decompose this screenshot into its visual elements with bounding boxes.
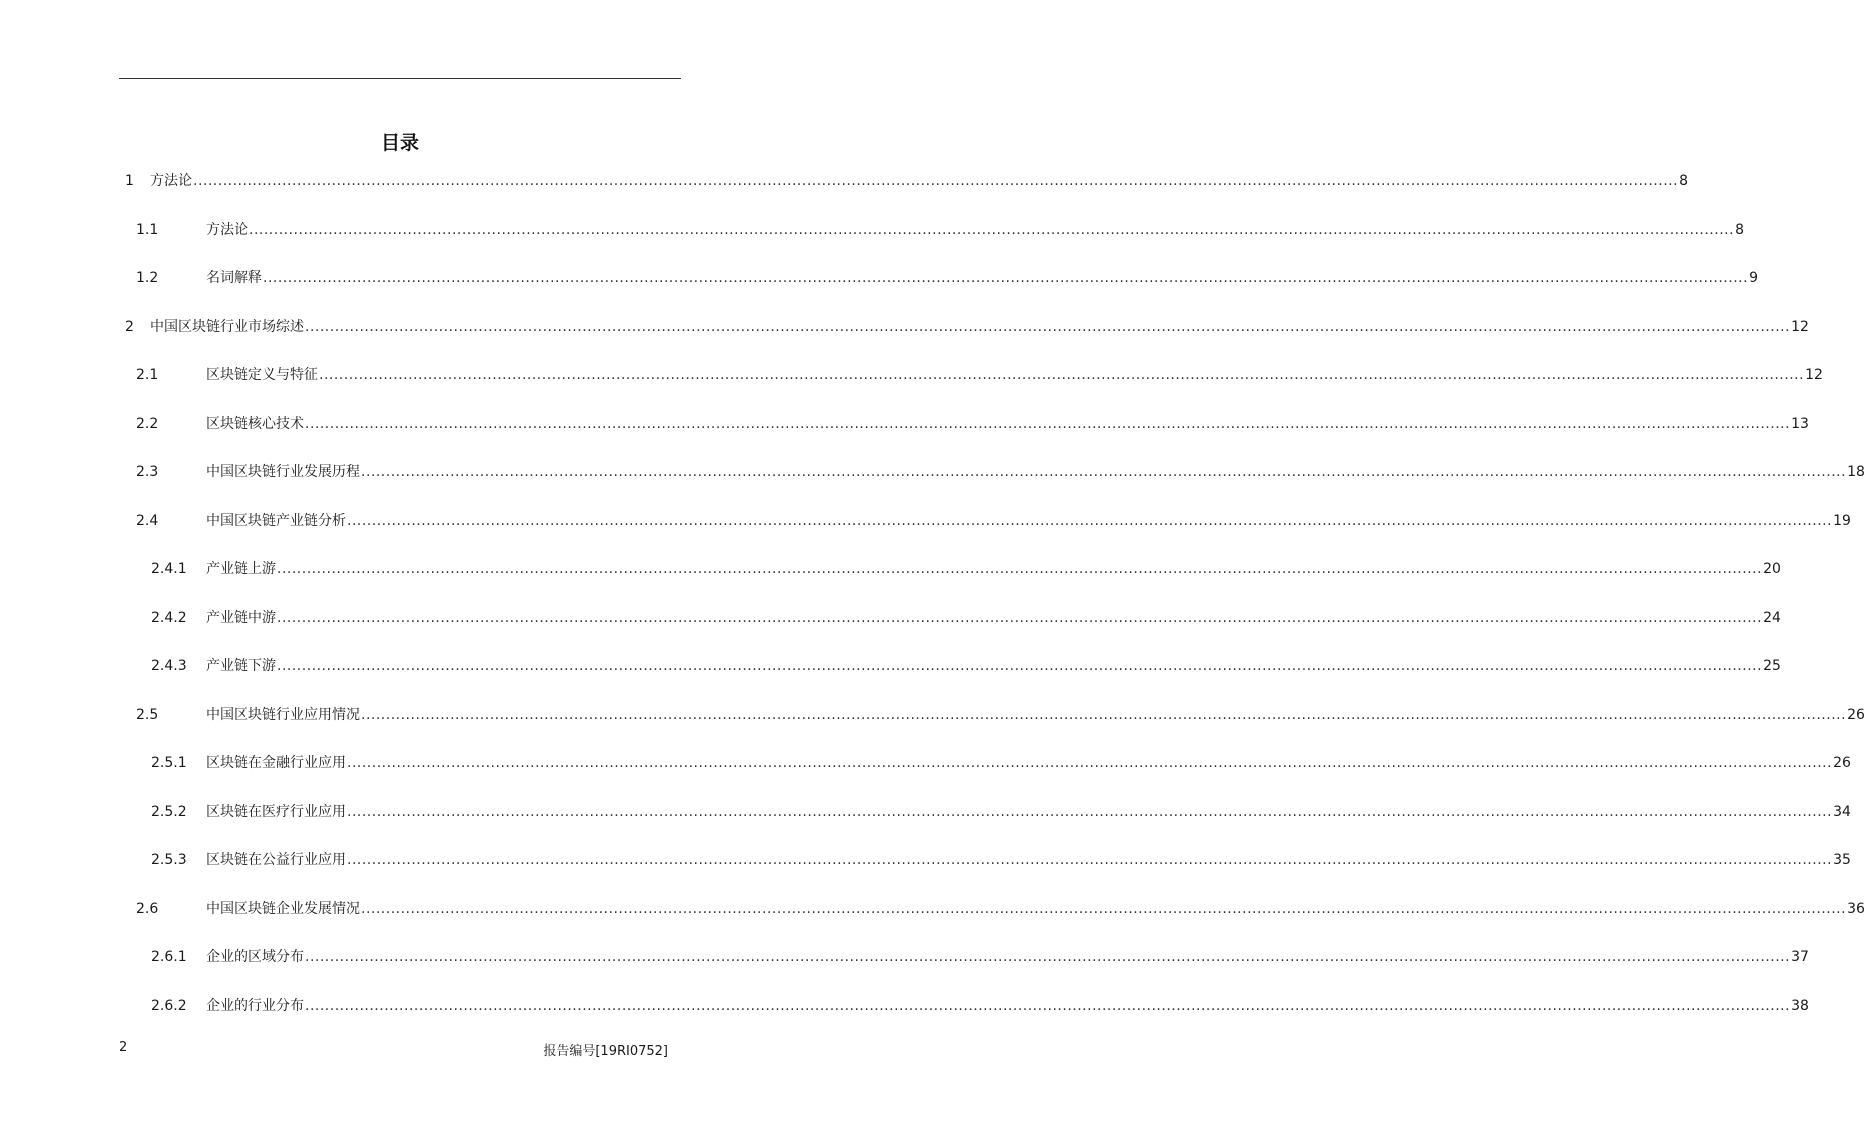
toc-entry[interactable]: [119, 511, 1851, 531]
toc-entry-label: 中国区块链企业发展情况: [206, 900, 360, 917]
toc-entry[interactable]: [119, 753, 1851, 773]
toc-dot-leader: ............................................................................................................................................................................................................................................................................................................: [305, 949, 1791, 965]
toc-entry-number: 2.5.2: [151, 803, 187, 820]
toc-entry-page: 34: [1833, 803, 1851, 820]
toc-entry-page: 20: [1763, 561, 1781, 577]
toc-entry-label: 中国区块链行业应用情况: [206, 706, 360, 723]
toc-entry-label: 中国区块链行业市场综述: [150, 318, 304, 335]
toc-entry-page: 35: [1833, 852, 1851, 868]
toc-entry-label: 中国区块链行业发展历程: [206, 464, 360, 480]
toc-entry[interactable]: [119, 268, 1758, 288]
toc-dot-leader: ............................................................................................................................................................................................................................................................................................................: [361, 706, 1847, 723]
toc-entry-page: 38: [1791, 997, 1809, 1014]
toc-entry-page: 26: [1847, 706, 1865, 723]
toc-entry-page: 25: [1763, 658, 1781, 674]
toc-entry-label: 企业的行业分布: [206, 997, 304, 1014]
toc-entry[interactable]: [119, 365, 1823, 385]
toc-entry[interactable]: [119, 608, 1781, 628]
toc-entry-label: 名词解释: [206, 270, 262, 286]
toc-dot-leader: ............................................................................................................................................................................................................................................................................................................: [305, 415, 1791, 432]
toc-entry-number: 1.1: [136, 221, 159, 238]
toc-entry-number: 2.4.3: [151, 658, 187, 674]
toc-dot-leader: ............................................................................................................................................................................................................................................................................................................: [347, 852, 1833, 868]
toc-entry-page: 36: [1847, 900, 1865, 917]
toc-entry[interactable]: [119, 705, 1865, 725]
toc-entry[interactable]: [119, 656, 1781, 676]
toc-entry-number: 2.6: [136, 900, 159, 917]
toc-entry-number: 1: [125, 173, 134, 189]
toc-dot-leader: ............................................................................................................................................................................................................................................................................................................: [361, 900, 1847, 917]
toc-entry-page: 9: [1749, 270, 1758, 286]
toc-entry-label: 产业链上游: [206, 561, 276, 577]
toc-entry-page: 19: [1833, 512, 1851, 529]
toc-entry-number: 2.4.1: [151, 561, 187, 577]
toc-entry-page: 24: [1763, 609, 1781, 626]
toc-entry[interactable]: [119, 996, 1809, 1016]
toc-entry-label: 区块链在公益行业应用: [206, 852, 346, 868]
toc-entry-number: 2.2: [136, 415, 159, 432]
toc-entry-number: 1.2: [136, 270, 159, 286]
toc-entry-label: 产业链下游: [206, 658, 276, 674]
footer-page-number: 2: [119, 1040, 128, 1055]
toc-dot-leader: ............................................................................................................................................................................................................................................................................................................: [277, 561, 1763, 577]
toc-entry-page: 37: [1791, 949, 1809, 965]
toc-entry-number: 2.5.1: [151, 755, 187, 771]
toc-dot-leader: ............................................................................................................................................................................................................................................................................................................: [305, 997, 1791, 1014]
toc-entry-number: 2.6.1: [151, 949, 187, 965]
toc-entry[interactable]: [119, 317, 1809, 337]
toc-entry-label: 中国区块链产业链分析: [206, 512, 346, 529]
toc-dot-leader: ............................................................................................................................................................................................................................................................................................................: [347, 803, 1833, 820]
toc-entry[interactable]: [119, 802, 1851, 822]
toc-entry-label: 区块链核心技术: [206, 415, 304, 432]
toc-entry-label: 产业链中游: [206, 609, 276, 626]
toc-entry[interactable]: [119, 220, 1744, 240]
toc-entry-page: 8: [1679, 173, 1688, 189]
toc-dot-leader: ............................................................................................................................................................................................................................................................................................................: [361, 464, 1847, 480]
toc-entry-page: 18: [1847, 464, 1865, 480]
page-title: 目录: [380, 132, 419, 154]
toc-entry[interactable]: [119, 850, 1851, 870]
toc-entry[interactable]: [119, 947, 1809, 967]
toc-dot-leader: ............................................................................................................................................................................................................................................................................................................: [249, 221, 1735, 238]
toc-entry-label: 区块链在医疗行业应用: [206, 803, 346, 820]
toc-entry[interactable]: [119, 414, 1809, 434]
toc-entry-number: 2.5: [136, 706, 159, 723]
toc-dot-leader: ............................................................................................................................................................................................................................................................................................................: [193, 173, 1679, 189]
toc-entry[interactable]: [119, 559, 1781, 579]
toc-entry-number: 2.4: [136, 512, 159, 529]
toc-entry-number: 2: [125, 318, 134, 335]
toc-entry-page: 26: [1833, 755, 1851, 771]
toc-entry-page: 12: [1805, 367, 1823, 383]
toc-entry-label: 区块链定义与特征: [206, 367, 318, 383]
toc-entry-label: 方法论: [206, 221, 248, 238]
toc-dot-leader: ............................................................................................................................................................................................................................................................................................................: [319, 367, 1805, 383]
toc-entry-number: 2.1: [136, 367, 159, 383]
toc-dot-leader: ............................................................................................................................................................................................................................................................................................................: [263, 270, 1749, 286]
toc-dot-leader: ............................................................................................................................................................................................................................................................................................................: [277, 658, 1763, 674]
toc-dot-leader: ............................................................................................................................................................................................................................................................................................................: [347, 512, 1833, 529]
toc-entry-label: 区块链在金融行业应用: [206, 755, 346, 771]
toc-entry-label: 方法论: [150, 173, 192, 189]
toc-entry-page: 8: [1735, 221, 1744, 238]
toc-entry-number: 2.4.2: [151, 609, 187, 626]
toc-dot-leader: ............................................................................................................................................................................................................................................................................................................: [347, 755, 1833, 771]
toc-entry-page: 12: [1791, 318, 1809, 335]
toc-entry[interactable]: [119, 171, 1688, 191]
toc-entry-page: 13: [1791, 415, 1809, 432]
toc-entry[interactable]: [119, 462, 1865, 482]
toc-entry-number: 2.5.3: [151, 852, 187, 868]
toc-entry-number: 2.6.2: [151, 997, 187, 1014]
toc-entry[interactable]: [119, 899, 1865, 919]
toc-entry-number: 2.3: [136, 464, 159, 480]
toc-entry-label: 企业的区域分布: [206, 949, 304, 965]
footer-report-id: 报告编号[19RI0752]: [543, 1044, 668, 1059]
toc-dot-leader: ............................................................................................................................................................................................................................................................................................................: [305, 318, 1791, 335]
toc-dot-leader: ............................................................................................................................................................................................................................................................................................................: [277, 609, 1763, 626]
